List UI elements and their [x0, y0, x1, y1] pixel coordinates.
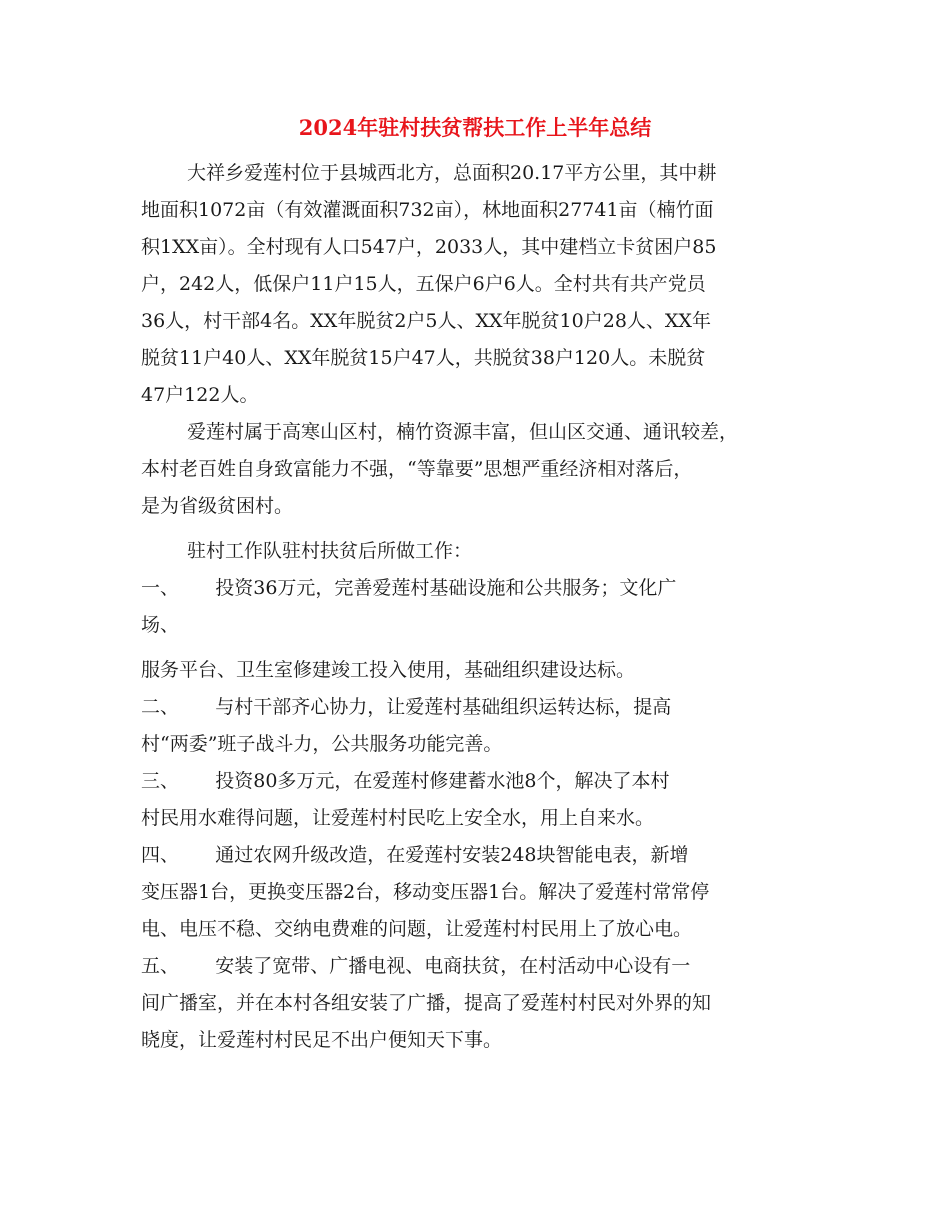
text-line: 晓度，让爱莲村村民足不出户便知天下事。 [141, 1029, 503, 1051]
work-item-head: 一、 投资36万元，完善爱莲村基础设施和公共服务；文化广 [141, 577, 677, 599]
work-item-head: 三、 投资80多万元，在爱莲村修建蓄水池8个，解决了本村 [141, 770, 670, 792]
text-line: 是为省级贫困村。 [141, 495, 294, 517]
work-item-head: 四、 通过农网升级改造，在爱莲村安装248块智能电表，新增 [141, 844, 689, 866]
document-title: 2024年驻村扶贫帮扶工作上半年总结 [298, 115, 652, 140]
text-line: 村“两委”班子战斗力，公共服务功能完善。 [141, 733, 503, 755]
text-line: 户，242人，低保户11户15人，五保户6户6人。全村共有共产党员 [141, 273, 706, 295]
text-line: 积1XX亩）。全村现有人口547户，2033人，其中建档立卡贫困户85 [141, 236, 717, 258]
work-item-5 [141, 948, 806, 1059]
work-item-1 [141, 570, 806, 689]
text-line: 村民用水难得问题，让爱莲村村民吃上安全水，用上自来水。 [141, 807, 655, 829]
text-line: 47户122人。 [141, 384, 259, 406]
text-line: 36人，村干部4名。XX年脱贫2户5人、XX年脱贫10户28人、XX年 [141, 310, 711, 332]
text-line: 电、电压不稳、交纳电费难的问题，让爱莲村村民用上了放心电。 [141, 918, 693, 940]
text-line: 场、 [141, 614, 180, 636]
work-item-3 [141, 763, 806, 837]
work-item-4 [141, 837, 806, 948]
document-body [141, 155, 806, 1059]
work-item-head: 五、 安装了宽带、广播电视、电商扶贫，在村活动中心设有一 [141, 955, 691, 977]
text-line: 大祥乡爱莲村位于县城西北方，总面积20.17平方公里，其中耕 [187, 162, 717, 184]
work-item-head: 二、 与村干部齐心协力，让爱莲村基础组织运转达标，提高 [141, 696, 672, 718]
paragraph-overview [141, 155, 806, 414]
paragraph-background [141, 414, 806, 525]
text-line: 变压器1台，更换变压器2台，移动变压器1台。解决了爱莲村常常停 [141, 881, 710, 903]
text-line: 本村老百姓自身致富能力不强，“等靠要”思想严重经济相对落后， [141, 458, 693, 480]
paragraph-work-intro: 驻村工作队驻村扶贫后所做工作： [187, 540, 473, 562]
work-item-2 [141, 689, 806, 763]
text-line: 地面积1072亩（有效灌溉面积732亩），林地面积27741亩（楠竹面 [141, 199, 714, 221]
text-line: 服务平台、卫生室修建竣工投入使用，基础组织建设达标。 [141, 659, 636, 681]
text-line: 间广播室，并在本村各组安装了广播，提高了爱莲村村民对外界的知 [141, 992, 712, 1014]
text-line: 爱莲村属于高寒山区村，楠竹资源丰富，但山区交通、通讯较差， [187, 421, 739, 443]
text-line: 脱贫11户40人、XX年脱贫15户47人，共脱贫38户120人。未脱贫 [141, 347, 706, 369]
